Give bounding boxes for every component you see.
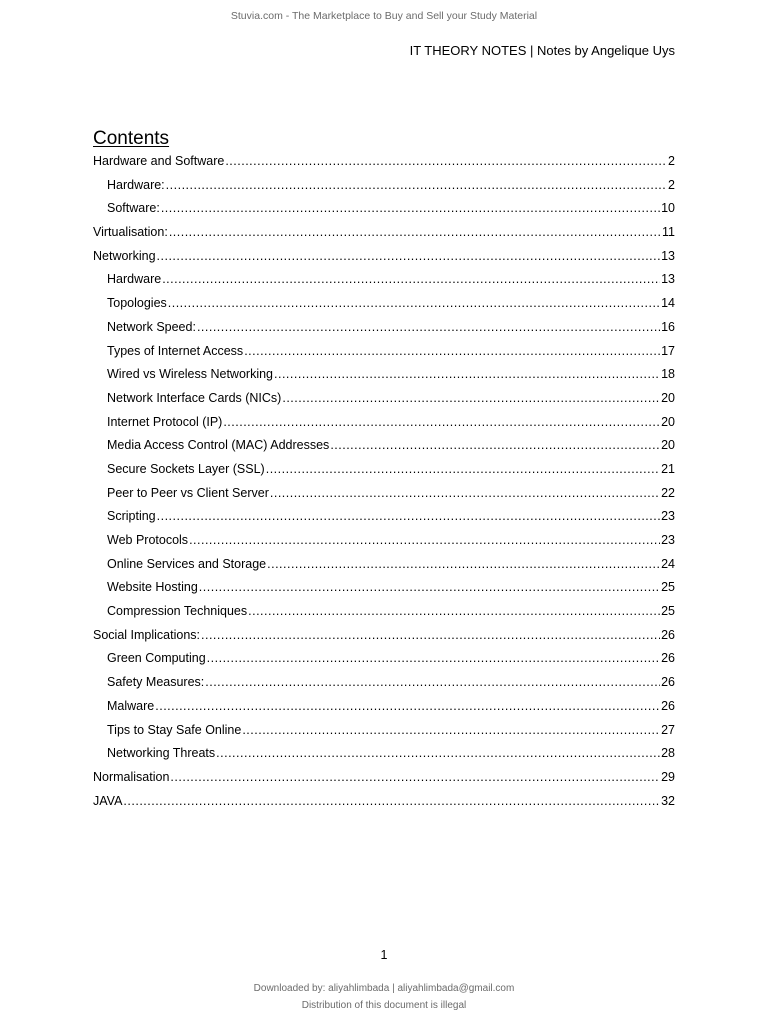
toc-entry[interactable] [93,767,675,791]
toc-entry-page: 29 [661,769,675,784]
top-banner: Stuvia.com - The Marketplace to Buy and Sell your Study Material [230,10,538,22]
toc-entry-page: 14 [661,296,675,311]
toc-entry[interactable] [93,459,675,483]
toc-entry-label: Networking Threats [107,746,216,761]
toc-entry-page: 25 [661,604,675,619]
running-header: IT THEORY NOTES | Notes by Angelique Uys [409,43,675,58]
toc-entry-label: Hardware: [107,177,165,192]
toc-entry-label: Networking [93,248,156,263]
toc-entry-page: 10 [661,201,675,216]
toc-entry[interactable] [93,601,675,625]
page-number: 1 [380,948,388,962]
toc-entry-page: 2 [668,177,675,192]
toc-dot-leader [205,672,660,692]
contents-heading: Contents [93,128,170,149]
toc-entry-label: Web Protocols [107,533,189,547]
footer-distribution-notice: Distribution of this document is illegal [301,1000,467,1011]
toc-dot-leader [248,601,660,621]
toc-entry-page: 20 [661,414,675,429]
toc-dot-leader [157,506,660,526]
toc-entry-label: Types of Internet Access [107,343,244,358]
toc-entry[interactable] [93,388,675,412]
toc-entry[interactable] [93,364,675,388]
toc-entry-page: 22 [661,485,675,500]
toc-entry[interactable] [93,648,675,672]
toc-entry-label: Internet Protocol (IP) [107,414,223,429]
toc-entry[interactable] [93,293,675,317]
toc-entry-page: 18 [661,367,675,382]
toc-entry-label: Media Access Control (MAC) Addresses [107,438,330,453]
toc-entry-page: 28 [661,746,675,761]
toc-dot-leader [168,293,660,313]
toc-dot-leader [270,483,660,503]
toc-entry-page: 23 [661,509,675,524]
toc-entry[interactable] [93,412,675,436]
toc-entry-label: Normalisation [93,769,170,784]
table-of-contents [93,151,675,814]
toc-entry-page: 13 [661,248,675,263]
toc-entry[interactable] [93,435,675,459]
toc-entry[interactable] [93,483,675,507]
toc-entry-label: Malware [107,698,155,713]
toc-dot-leader [225,151,667,171]
toc-entry-page: 16 [661,319,675,334]
toc-entry-page: 24 [661,556,675,571]
toc-entry-label: Topologies [107,296,167,311]
toc-entry[interactable] [93,175,675,199]
toc-entry-label: Network Interface Cards (NICs) [107,390,282,405]
toc-entry[interactable] [93,530,675,554]
toc-entry[interactable] [93,317,675,341]
toc-entry[interactable] [93,696,675,720]
toc-entry-label: Scripting [107,509,156,524]
toc-dot-leader [216,743,660,763]
toc-entry-label: Peer to Peer vs Client Server [107,485,269,500]
toc-entry-label: Software: [107,201,160,216]
toc-dot-leader [123,791,660,811]
toc-entry-label: Virtualisation: [93,225,168,240]
toc-entry[interactable] [93,672,675,696]
toc-entry-page: 20 [661,438,675,453]
toc-dot-leader [282,388,660,408]
toc-entry[interactable] [93,506,675,530]
toc-dot-leader [242,720,660,740]
toc-entry-page: 13 [661,272,675,287]
toc-dot-leader [169,222,661,242]
toc-entry-label: Online Services and Storage [107,556,267,571]
toc-entry-page: 20 [661,390,675,405]
toc-entry-page: 26 [661,675,675,690]
toc-entry[interactable] [93,743,675,767]
toc-dot-leader [199,577,660,597]
toc-dot-leader [162,269,660,289]
toc-dot-leader [170,767,660,787]
footer-downloaded-by: Downloaded by: aliyahlimbada | aliyahlimbada@gmail.com [253,983,515,994]
toc-entry-page: 26 [661,698,675,713]
toc-entry[interactable] [93,222,675,246]
toc-entry[interactable] [93,577,675,601]
toc-entry-label: Hardware [107,272,162,287]
toc-dot-leader [197,317,660,337]
toc-entry[interactable] [93,720,675,744]
toc-dot-leader [274,364,660,384]
toc-entry-label: Secure Sockets Layer (SSL) [107,461,265,476]
toc-dot-leader [330,435,660,455]
toc-entry[interactable] [93,341,675,365]
toc-entry[interactable] [93,791,675,815]
toc-entry-label: Tips to Stay Safe Online [107,722,242,737]
toc-entry-label: Green Computing [107,651,206,666]
toc-entry-page: 11 [662,225,675,240]
toc-entry-label: Safety Measures: [107,675,205,690]
toc-dot-leader [157,246,661,266]
toc-dot-leader [244,341,660,361]
toc-dot-leader [166,175,667,195]
toc-entry[interactable] [93,198,675,222]
toc-entry-page: 23 [661,533,675,547]
toc-entry-label: Network Speed: [107,319,196,334]
toc-entry[interactable] [93,246,675,270]
toc-dot-leader [155,696,660,716]
toc-entry[interactable] [93,625,675,649]
toc-entry-page: 27 [661,722,675,737]
toc-entry-label: Website Hosting [107,580,198,595]
toc-entry-label: Social Implications: [93,627,200,642]
toc-dot-leader [201,625,660,645]
toc-dot-leader [189,530,660,550]
toc-dot-leader [266,459,660,479]
toc-entry-page: 17 [661,343,675,358]
toc-entry-label: Hardware and Software [93,154,225,168]
toc-dot-leader [207,648,660,668]
toc-entry-page: 21 [661,461,675,476]
toc-entry[interactable] [93,269,675,293]
toc-entry-page: 26 [661,651,675,666]
toc-entry-page: 26 [661,627,675,642]
toc-entry-label: Wired vs Wireless Networking [107,367,274,382]
toc-dot-leader [223,412,660,432]
toc-dot-leader [267,554,660,574]
toc-entry-page: 32 [661,793,675,808]
toc-entry-page: 2 [668,154,675,168]
toc-entry[interactable] [93,554,675,578]
toc-entry-label: Compression Techniques [107,604,248,619]
toc-entry-page: 25 [661,580,675,595]
toc-entry[interactable] [93,151,675,175]
toc-entry-label: JAVA [93,793,123,808]
toc-dot-leader [161,198,660,218]
